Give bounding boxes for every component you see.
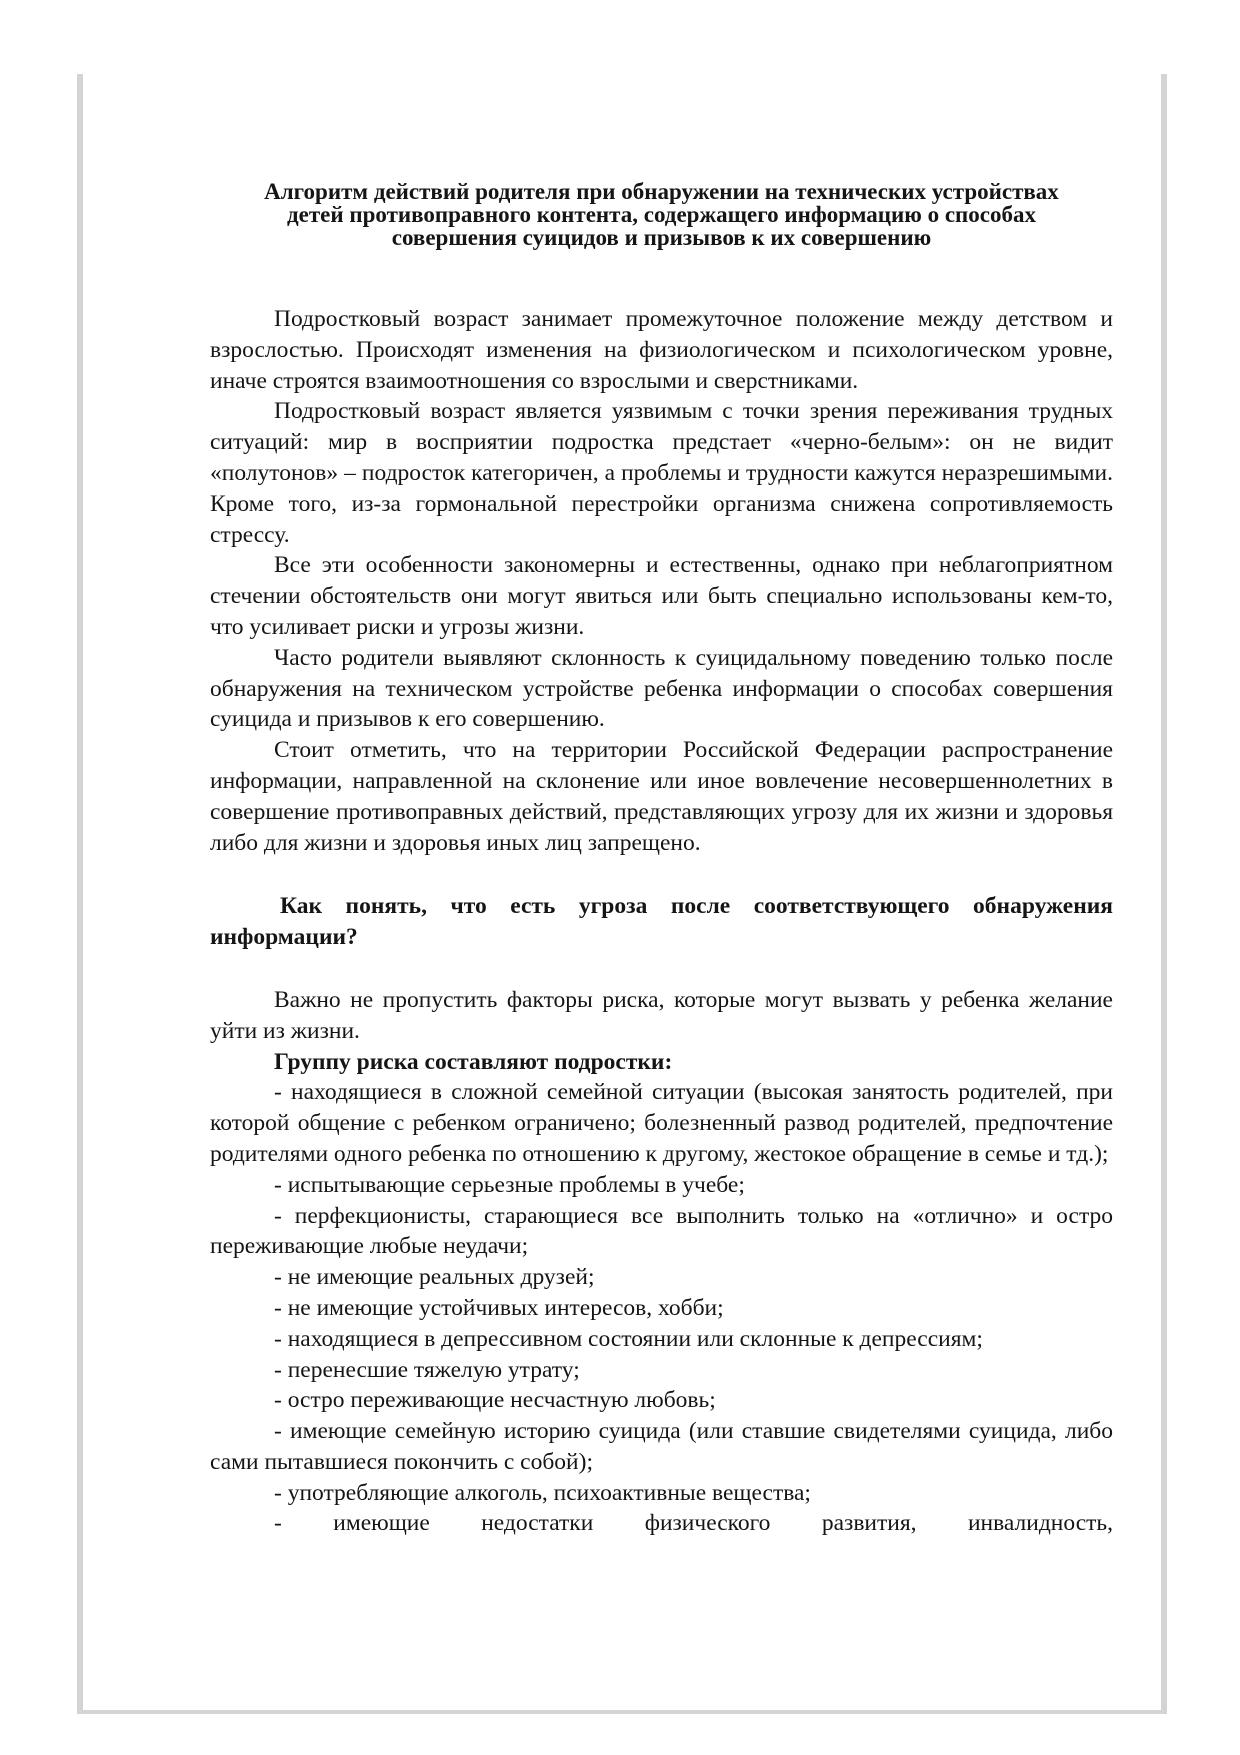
- risk-item: - не имеющие устойчивых интересов, хобби;: [274, 1294, 724, 1321]
- title-line: Алгоритм действий родителя при обнаружении на технических устройствах: [264, 179, 1059, 204]
- risk-item: - перенесшие тяжелую утрату;: [274, 1356, 580, 1383]
- paragraph: Все эти особенности закономерны и естественны, однако при неблагоприятном стечении обстоятельств они могут явиться или быть специально использованы кем-то, что усиливает риски и угрозы жизни.: [210, 552, 1113, 640]
- risk-item: - употребляющие алкоголь, психоактивные вещества;: [274, 1479, 811, 1506]
- document-title: [204, 180, 1119, 249]
- paragraph: Подростковый возраст занимает промежуточное положение между детством и взрослостью. Происходят изменения на физиологическом и психологическом уровне, иначе строятся взаимоотношения со взрослыми и сверстниками.: [210, 306, 1113, 394]
- paragraph: Подростковый возраст является уязвимым с точки зрения переживания трудных ситуаций: мир в восприятии подростка предстает «черно-белым»: он не видит «полутонов» – подросток категоричен, а проблемы и трудности кажутся неразрешимыми. Кроме того, из-за гормональной перестройки организма снижена сопротивляемость стрессу.: [210, 398, 1113, 548]
- title-line: совершения суицидов и призывов к их совершению: [391, 225, 932, 250]
- document-content: [210, 180, 1113, 1539]
- risk-group-label: Группу риска составляют подростки:: [274, 1048, 673, 1075]
- risk-item: - имеющие семейную историю суицида (или ставшие свидетелями суицида, либо сами пытавшиеся покончить с собой);: [210, 1418, 1113, 1475]
- risk-item: - перфекционисты, старающиеся все выполнить только на «отлично» и остро переживающие любые неудачи;: [210, 1202, 1113, 1260]
- section-heading: Как понять, что есть угроза после соответствующего обнаружения информации?: [210, 893, 1113, 951]
- risk-item: - не имеющие реальных друзей;: [274, 1264, 595, 1291]
- risk-item: - находящиеся в сложной семейной ситуации (высокая занятость родителей, при которой общение с ребенком ограничено; болезненный развод родителей, предпочтение родителями одного ребенка по отношению к другому, жестокое обращение в семье и тд.);: [210, 1079, 1113, 1167]
- risk-item: - имеющие недостатки физического развития, инвалидность,: [274, 1510, 1113, 1537]
- intro-paragraph: Важно не пропустить факторы риска, которые могут вызвать у ребенка желание уйти из жизни.: [210, 986, 1113, 1044]
- paragraph: Стоит отметить, что на территории Российской Федерации распространение информации, направленной на склонение или иное вовлечение несовершеннолетних в совершение противоправных действий, представляющих угрозу для их жизни и здоровья либо для жизни и здоровья иных лиц запрещено.: [210, 737, 1113, 856]
- paragraph: Часто родители выявляют склонность к суицидальному поведению только после обнаружения на техническом устройстве ребенка информации о способах совершения суицида и призывов к его совершению.: [210, 644, 1113, 733]
- risk-item: - испытывающие серьезные проблемы в учебе;: [274, 1171, 745, 1198]
- title-line: детей противоправного контента, содержащего информацию о способах: [286, 202, 1036, 227]
- risk-item: - остро переживающие несчастную любовь;: [274, 1387, 716, 1414]
- risk-item: - находящиеся в депрессивном состоянии или склонные к депрессиям;: [274, 1325, 983, 1352]
